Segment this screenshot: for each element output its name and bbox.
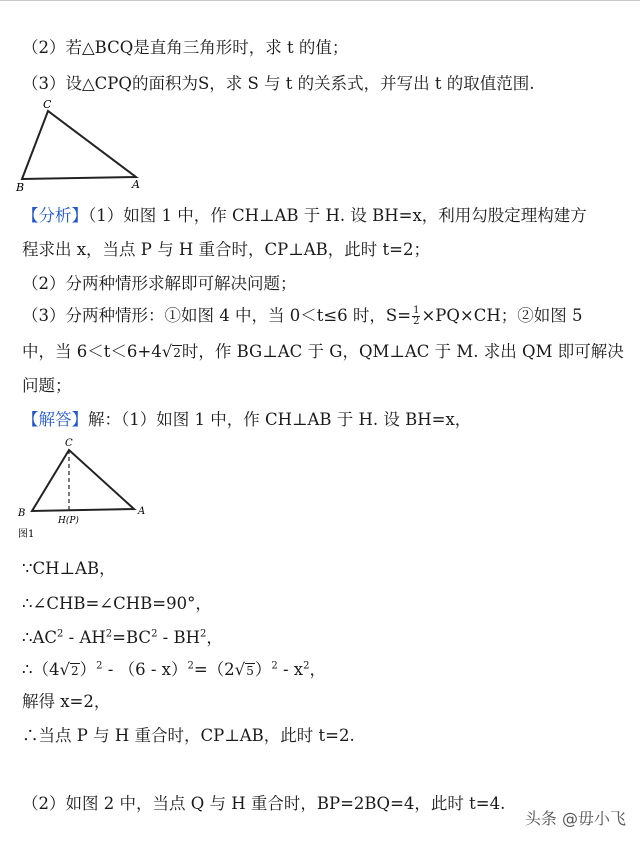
watermark: 头条 @毋小飞 — [524, 809, 626, 828]
analysis-line-5: 中，当 6＜t＜6+4√2时，作 BG⊥AC 于 G，QM⊥AC 于 M. 求出 QM 即可解决 — [22, 342, 624, 361]
analysis-line-3: （2）分两种情形求解即可解决问题； — [22, 274, 297, 293]
step-2: ∴∠CHB=∠CHB=90°， — [22, 594, 212, 613]
analysis-line-1: 【分析】（1）如图 1 中，作 CH⊥AB 于 H. 设 BH=x，利用勾股定理构建方 — [22, 206, 587, 225]
analysis-line-6: 问题； — [22, 376, 72, 395]
step-4: $\therefore(4√2)^2 - (6 - x)^2=(2√5)^2 - x^2$， — [22, 660, 326, 679]
step-3: $\therefore AC^2 - AH^2=BC^2 - BH^2$， — [22, 628, 223, 647]
figure-caption: 图1 — [18, 529, 35, 540]
analysis-line-4: （3）分两种情形：①如图 4 中，当 0＜t≤6 时，S= $\frac{1}{2}$ ×PQ×CH；②如图 5 — [22, 305, 583, 327]
label-b: B — [16, 181, 25, 194]
answer-line-1: 【解答】解：（1）如图 1 中，作 CH⊥AB 于 H. 设 BH=x， — [22, 410, 472, 429]
analysis-line-2: 程求出 x，当点 P 与 H 重合时，CP⊥AB，此时 t=2； — [22, 240, 431, 259]
top-divider — [0, 0, 640, 1]
question-2: （2）若△BCQ是直角三角形时，求 t 的值； — [22, 38, 349, 57]
triangle-figure-1 — [14, 436, 154, 544]
label-b: B — [18, 508, 26, 519]
step-7: （2）如图 2 中，当点 Q 与 H 重合时，BP=2BQ=4，此时 t=4. — [22, 794, 506, 813]
answer-tag: 【解答】 — [22, 410, 88, 429]
fraction-half: $\frac{1}{2}$ — [413, 305, 420, 327]
label-c: C — [43, 98, 52, 111]
triangle-figure-top — [14, 98, 154, 194]
sqrt-2: √2 — [161, 342, 181, 361]
label-c: C — [65, 438, 73, 449]
question-3: （3）设△CPQ的面积为S，求 S 与 t 的关系式，并写出 t 的取值范围. — [22, 74, 535, 93]
label-a: A — [138, 506, 146, 517]
step-6: ∴当点 P 与 H 重合时，CP⊥AB，此时 t=2. — [22, 726, 355, 745]
label-a: A — [132, 178, 140, 191]
label-h-p: H(P) — [58, 516, 79, 526]
step-5: 解得 x=2， — [22, 692, 111, 711]
step-1: ∵CH⊥AB， — [22, 559, 116, 578]
analysis-tag: 【分析】 — [22, 206, 88, 225]
